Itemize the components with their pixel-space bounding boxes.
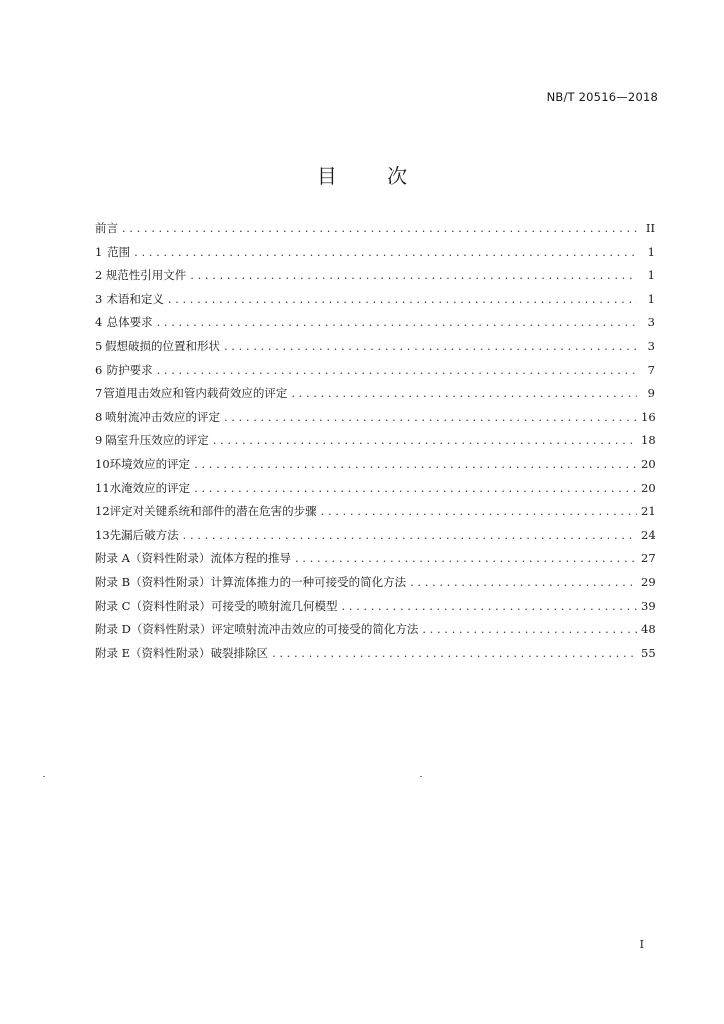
toc-entry-number: 3 [95, 291, 103, 306]
toc-entry-page: 7 [647, 362, 655, 377]
toc-entry-label: 防护要求 [106, 362, 153, 377]
toc-leader-dots [168, 292, 637, 306]
toc-entry[interactable] [95, 574, 655, 598]
toc-leader-dots [422, 622, 637, 636]
toc-entry-page: 20 [641, 480, 656, 495]
toc-entry-label: 范围 [107, 244, 131, 259]
toc-leader-dots [321, 504, 637, 518]
toc-entry-label: 规范性引用文件 [105, 268, 187, 283]
toc-entry[interactable] [95, 598, 655, 622]
toc-leader-dots [291, 386, 637, 400]
toc-entry-page: 16 [641, 409, 656, 424]
toc-entry-number: 6 [95, 362, 103, 377]
toc-entry-label: 前言 [95, 221, 118, 235]
page-title: 目 次 [316, 164, 430, 188]
toc-leader-dots [194, 481, 637, 495]
toc-entry-number: 10 [95, 456, 110, 471]
toc-entry-label: 破裂排除区 [210, 645, 269, 660]
standard-code: NB/T 20516—2018 [546, 90, 658, 104]
table-of-contents [95, 220, 655, 668]
toc-entry-label: 评定对关键系统和部件的潜在危害的步骤 [109, 504, 317, 519]
toc-leader-dots [122, 221, 637, 235]
toc-entry-number: 附录 E（资料性附录） [95, 645, 211, 660]
toc-entry-number: 12 [95, 504, 110, 519]
toc-leader-dots [134, 245, 637, 259]
toc-entry-label: 流体方程的推导 [210, 551, 291, 566]
toc-leader-dots [213, 433, 637, 447]
toc-entry-number: 4 [95, 315, 103, 330]
toc-leader-dots [157, 315, 637, 329]
toc-entry-number: 附录 B（资料性附录） [95, 574, 211, 589]
toc-entry-label: 计算流体推力的一种可接受的简化方法 [210, 574, 407, 589]
toc-entry-page: 18 [641, 433, 656, 448]
toc-entry-page: 1 [647, 268, 655, 283]
toc-entry[interactable] [95, 220, 655, 244]
toc-leader-dots [157, 363, 637, 377]
toc-entry[interactable] [95, 362, 655, 386]
toc-entry-page: II [645, 221, 655, 235]
scan-speck [420, 776, 422, 777]
toc-entry[interactable] [95, 550, 655, 574]
toc-entry[interactable] [95, 480, 655, 504]
toc-entry-number: 7 [95, 386, 103, 401]
toc-leader-dots [295, 551, 637, 565]
toc-leader-dots [341, 599, 637, 613]
toc-entry-number: 5 [95, 338, 103, 353]
toc-entry-label: 评定喷射流冲击效应的可接受的简化方法 [211, 622, 419, 637]
toc-entry-label: 假想破损的位置和形状 [104, 338, 220, 353]
toc-entry-number: 附录 C（资料性附录） [95, 598, 211, 613]
toc-entry-page: 9 [647, 386, 655, 401]
toc-entry[interactable] [95, 385, 655, 409]
toc-entry-page: 1 [647, 244, 655, 259]
toc-entry-page: 3 [647, 315, 655, 330]
toc-entry-number: 1 [95, 244, 103, 259]
toc-entry-page: 21 [641, 504, 656, 519]
toc-entry-page: 20 [641, 456, 656, 471]
toc-entry-label: 先漏后破方法 [109, 527, 179, 542]
toc-entry-page: 3 [647, 338, 655, 353]
toc-entry[interactable] [95, 409, 655, 433]
toc-entry[interactable] [95, 503, 655, 527]
toc-entry-page: 27 [641, 551, 656, 566]
toc-entry-number: 13 [95, 527, 110, 542]
toc-entry-label: 水淹效应的评定 [109, 480, 191, 495]
toc-leader-dots [190, 268, 637, 282]
toc-entry-number: 9 [95, 433, 103, 448]
page-number: I [639, 938, 644, 951]
toc-entry[interactable] [95, 527, 655, 551]
toc-entry-label: 喷射流冲击效应的评定 [104, 409, 220, 424]
toc-entry-page: 1 [647, 291, 655, 306]
toc-entry[interactable] [95, 314, 655, 338]
toc-entry-label: 总体要求 [106, 315, 153, 330]
toc-leader-dots [224, 339, 637, 353]
toc-entry[interactable] [95, 338, 655, 362]
toc-entry-number: 11 [95, 480, 110, 495]
toc-entry-page: 48 [641, 622, 656, 637]
toc-entry-number: 8 [95, 409, 103, 424]
scan-speck [43, 776, 45, 777]
toc-entry[interactable] [95, 291, 655, 315]
toc-entry[interactable] [95, 456, 655, 480]
toc-entry-label: 环境效应的评定 [109, 456, 191, 471]
toc-entry-label: 可接受的喷射流几何模型 [210, 598, 338, 613]
toc-leader-dots [272, 646, 637, 660]
toc-leader-dots [410, 575, 637, 589]
toc-entry[interactable] [95, 432, 655, 456]
toc-entry-number: 附录 A（资料性附录） [95, 551, 211, 566]
toc-entry-page: 29 [641, 574, 656, 589]
toc-entry[interactable] [95, 645, 655, 669]
toc-entry-label: 术语和定义 [106, 291, 164, 306]
toc-entry-label: 管道甩击效应和管内载荷效应的评定 [103, 386, 288, 401]
toc-entry-number: 2 [95, 268, 103, 283]
toc-entry-label: 隔室升压效应的评定 [105, 433, 209, 448]
toc-entry-page: 24 [641, 527, 656, 542]
toc-entry[interactable] [95, 621, 655, 645]
toc-entry-number: 附录 D（资料性附录） [95, 622, 212, 637]
toc-entry-page: 55 [641, 645, 656, 660]
toc-entry[interactable] [95, 267, 655, 291]
toc-entry[interactable] [95, 244, 655, 268]
toc-leader-dots [194, 457, 637, 471]
toc-leader-dots [183, 528, 637, 542]
toc-leader-dots [224, 410, 637, 424]
toc-entry-page: 39 [641, 598, 656, 613]
